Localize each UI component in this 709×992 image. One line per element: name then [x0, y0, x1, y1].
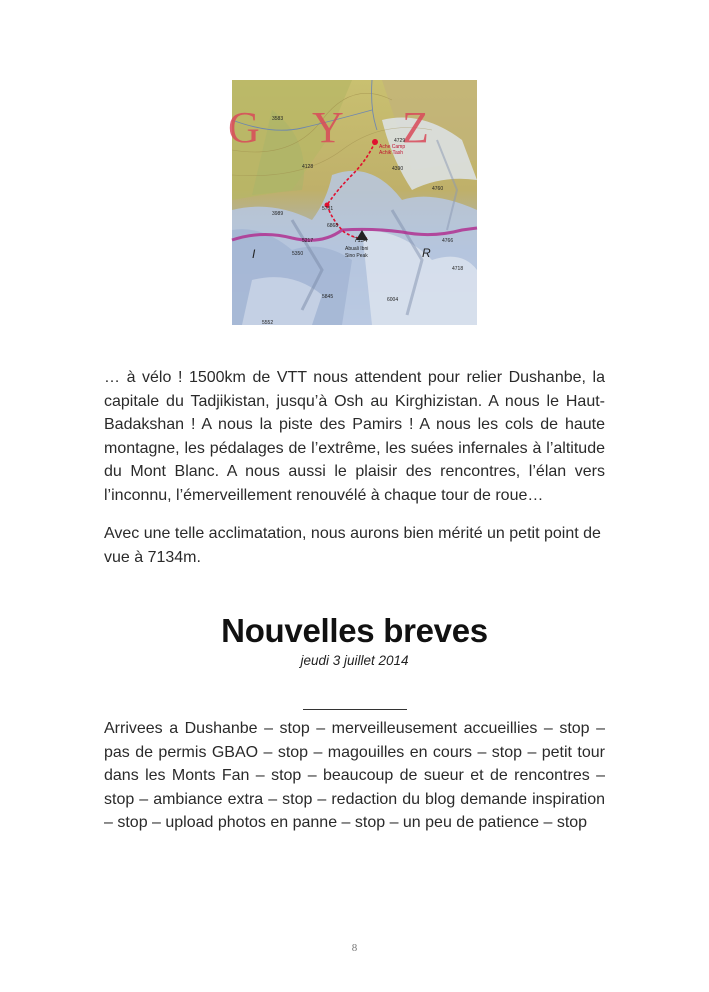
map-label: 3583: [272, 116, 284, 122]
map-label: Ache Camp: [379, 144, 406, 150]
map-label: Sino Peak: [345, 253, 368, 259]
map-label: 5217: [302, 238, 314, 244]
map-label: R: [422, 246, 431, 260]
news-body: Arrivees a Dushanbe – stop – merveilleusement accueillies – stop – pas de permis GBAO – stop – magouilles en cours – stop – petit tour dans les Monts Fan – stop – beaucoup de sueur et de rencontres – stop – ambiance extra – stop – redaction du blog demande inspiration – stop – upload photos en panne – stop – un peu de patience – stop: [104, 720, 605, 831]
topographic-map: [228, 80, 477, 326]
paragraph-acclimatation: Avec une telle acclimatation, nous aurons bien mérité un petit point de vue à 7134m.: [104, 525, 601, 566]
map-letter-y: Y: [312, 103, 344, 152]
map-label: 3989: [272, 211, 284, 217]
map-label: 4718: [452, 266, 464, 272]
map-letter-g: G: [228, 103, 260, 152]
map-label: 5552: [262, 320, 274, 326]
map-label: 4760: [432, 186, 444, 192]
map-label: 4390: [392, 166, 404, 172]
map-label: Abuali Ibni: [345, 246, 369, 252]
map-label: 6868: [327, 223, 339, 229]
map-label: 4128: [302, 164, 314, 170]
map-label: 5350: [292, 251, 304, 257]
map-label: 6004: [387, 297, 399, 303]
map-letter-z: Z: [402, 103, 429, 152]
map-label: 4729: [394, 138, 406, 144]
map-label: I: [252, 247, 256, 261]
news-date: jeudi 3 juillet 2014: [300, 653, 409, 668]
map-label: 7134: [354, 238, 368, 244]
page-number: 8: [351, 942, 358, 954]
map-label: Achik Tash: [379, 150, 404, 156]
map-image: [228, 80, 477, 326]
map-label: 5845: [322, 294, 334, 300]
separator-line: [303, 709, 407, 710]
news-heading: Nouvelles breves: [221, 612, 488, 649]
map-label: 5731: [322, 206, 334, 212]
map-label: 4766: [442, 238, 454, 244]
paragraph-bike-trip: … à vélo ! 1500km de VTT nous attendent pour relier Dushanbe, la capitale du Tadjikistan, jusqu’à Osh au Kirghizistan. A nous le Haut-Badakshan ! A nous la piste des Pamirs ! A nous les cols de haute montagne, les pédalages de l’extrême, les suées infernales à l’altitude du Mont Blanc. A nous aussi le plaisir des rencontres, l’élan vers l’inconnu, l’émerveillement renouvélé à chaque tour de roue…: [104, 369, 605, 504]
